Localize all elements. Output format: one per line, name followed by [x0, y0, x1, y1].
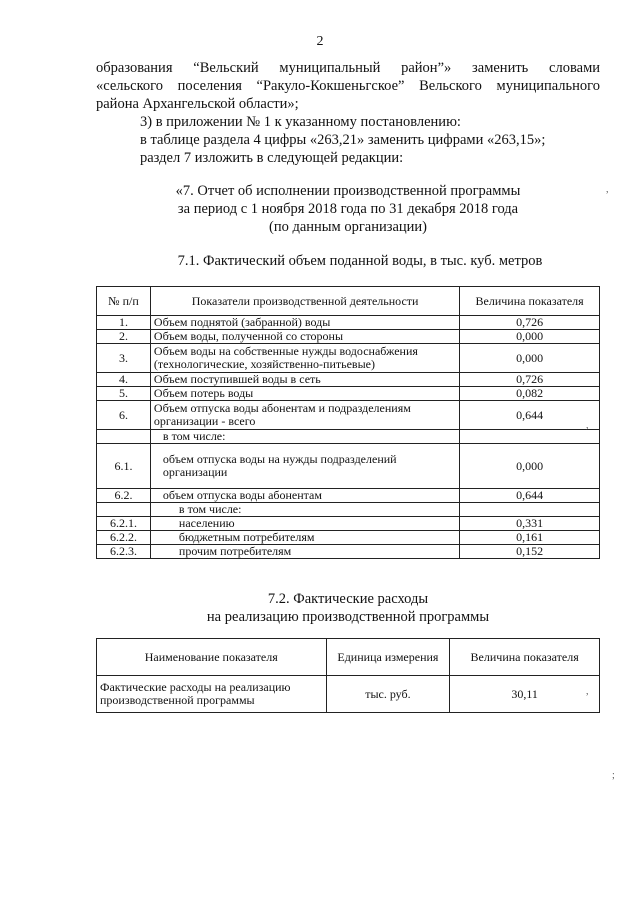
row-indicator: населению	[150, 517, 459, 531]
row-value: 0,000	[460, 344, 600, 373]
expenses-table	[96, 638, 600, 713]
row-number: 2.	[97, 330, 151, 344]
row-value: 30,11	[450, 676, 600, 713]
table-row	[97, 401, 600, 430]
table-row	[97, 517, 600, 531]
water-volume-table	[96, 286, 600, 559]
row-indicator: прочим потребителям	[150, 545, 459, 559]
row-number	[97, 503, 151, 517]
paragraph-line-3: района Архангельской области»;	[96, 96, 299, 112]
row-indicator: объем отпуска воды на нужды подразделений организации	[150, 444, 459, 489]
row-indicator: Объем потерь воды	[150, 387, 459, 401]
row-indicator-name: Фактические расходы на реализацию производственной программы	[97, 676, 327, 713]
table-row	[97, 344, 600, 373]
page-number: 2	[316, 34, 324, 49]
column-header-number: № п/п	[97, 287, 151, 316]
row-number: 5.	[97, 387, 151, 401]
row-indicator: Объем отпуска воды абонентам и подразделениям организации - всего	[150, 401, 459, 430]
row-number: 6.2.	[97, 489, 151, 503]
table-row	[97, 676, 600, 713]
table-row	[97, 444, 600, 489]
section-heading-line-1: «7. Отчет об исполнении производственной программы	[175, 183, 521, 199]
row-value: 0,082	[460, 387, 600, 401]
row-unit: тыс. руб.	[326, 676, 450, 713]
subsection-7-1-title: 7.1. Фактический объем поданной воды, в тыс. куб. метров	[177, 253, 543, 269]
table-row	[97, 330, 600, 344]
row-indicator: в том числе:	[150, 430, 459, 444]
subsection-7-2-title-line-1: 7.2. Фактические расходы	[267, 591, 429, 607]
row-value: 0,161	[460, 531, 600, 545]
row-number: 1.	[97, 316, 151, 330]
row-indicator: Объем поднятой (забранной) воды	[150, 316, 459, 330]
section-heading-line-2: за период с 1 ноября 2018 года по 31 декабря 2018 года	[177, 201, 519, 217]
table-row	[97, 531, 600, 545]
table-header-row	[97, 639, 600, 676]
section-heading-line-3: (по данным организации)	[268, 219, 427, 235]
row-indicator: Объем поступившей воды в сеть	[150, 373, 459, 387]
row-number: 6.2.2.	[97, 531, 151, 545]
paragraph-table-change: в таблице раздела 4 цифры «263,21» заменить цифрами «263,15»;	[140, 132, 546, 148]
row-value: 0,000	[460, 444, 600, 489]
column-header-value: Величина показателя	[450, 639, 600, 676]
row-value: 0,331	[460, 517, 600, 531]
row-indicator: объем отпуска воды абонентам	[150, 489, 459, 503]
row-value: 0,644	[460, 489, 600, 503]
row-value: 0,644	[460, 401, 600, 430]
table-row	[97, 316, 600, 330]
row-value: 0,726	[460, 373, 600, 387]
row-number: 6.2.3.	[97, 545, 151, 559]
row-indicator: Объем воды, полученной со стороны	[150, 330, 459, 344]
scan-speck: ,	[586, 686, 589, 697]
table-header-row	[97, 287, 600, 316]
row-value: 0,152	[460, 545, 600, 559]
row-indicator: бюджетным потребителям	[150, 531, 459, 545]
row-number: 6.1.	[97, 444, 151, 489]
column-header-value: Величина показателя	[460, 287, 600, 316]
scan-speck: ,	[586, 420, 589, 431]
row-indicator: Объем воды на собственные нужды водоснабжения (технологические, хозяйственно-питьевые)	[150, 344, 459, 373]
table-row	[97, 503, 600, 517]
subsection-7-2-title-line-2: на реализацию производственной программы	[206, 609, 490, 625]
paragraph-section-7: раздел 7 изложить в следующей редакции:	[140, 150, 404, 166]
row-value	[460, 503, 600, 517]
row-number: 4.	[97, 373, 151, 387]
row-indicator: в том числе:	[150, 503, 459, 517]
row-number: 6.2.1.	[97, 517, 151, 531]
table-row	[97, 387, 600, 401]
table-row	[97, 373, 600, 387]
scan-speck: ;	[612, 770, 615, 781]
paragraph-line-2: «сельского поселения “Ракуло-Кокшеньгское” Вельского муниципального	[96, 78, 600, 94]
row-value: 0,000	[460, 330, 600, 344]
row-number	[97, 430, 151, 444]
row-number: 3.	[97, 344, 151, 373]
column-header-indicator: Показатели производственной деятельности	[150, 287, 459, 316]
scan-speck: ,	[606, 184, 609, 195]
row-number: 6.	[97, 401, 151, 430]
paragraph-item-3: 3) в приложении № 1 к указанному постановлению:	[140, 114, 461, 130]
paragraph-line-1: образования “Вельский муниципальный район”» заменить словами	[96, 60, 600, 76]
table-row	[97, 545, 600, 559]
row-value: 0,726	[460, 316, 600, 330]
column-header-unit: Единица измерения	[326, 639, 450, 676]
row-value	[460, 430, 600, 444]
table-row	[97, 489, 600, 503]
column-header-indicator-name: Наименование показателя	[97, 639, 327, 676]
table-row	[97, 430, 600, 444]
